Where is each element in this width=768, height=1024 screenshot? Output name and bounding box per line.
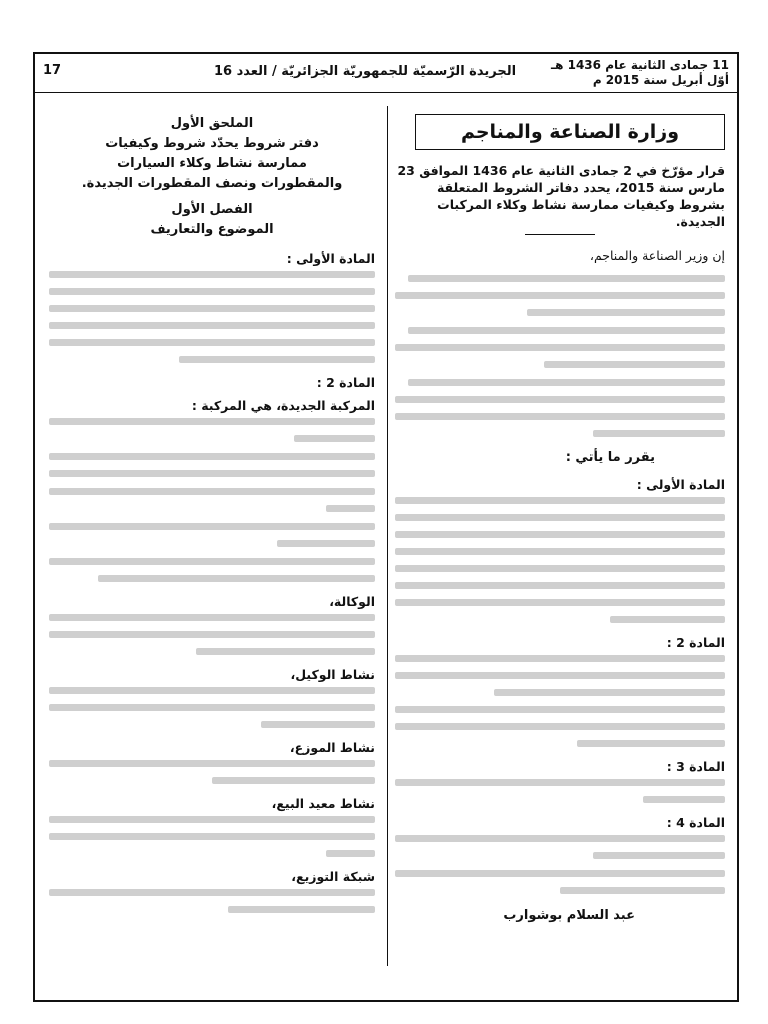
text-line	[98, 575, 375, 582]
text-line	[577, 740, 726, 747]
text-line	[643, 796, 726, 803]
text-line	[395, 548, 725, 555]
text-line	[395, 413, 725, 420]
text-line	[49, 339, 375, 346]
text-line	[49, 631, 375, 638]
header-date-hijri: 11 جمادى الثانية عام 1436 هـ	[551, 58, 729, 72]
text-line	[49, 687, 375, 694]
text-line	[395, 779, 725, 786]
definition-block	[49, 593, 375, 655]
closing-block	[395, 870, 725, 894]
text-line	[593, 852, 725, 859]
minister-intro: إن وزير الصناعة والمناجم،	[589, 248, 725, 263]
text-line	[49, 488, 375, 495]
text-line	[395, 672, 725, 679]
definition-text	[49, 488, 375, 512]
column-divider	[387, 106, 388, 966]
definition-term: نشاط الوكيل،	[290, 667, 375, 682]
page-number: 17	[43, 63, 62, 78]
article-heading: المادة الأولى :	[286, 251, 375, 266]
text-line	[49, 704, 375, 711]
text-line	[49, 523, 375, 530]
text-line	[408, 275, 725, 282]
text-line	[408, 379, 725, 386]
text-line	[49, 288, 375, 295]
text-line	[544, 361, 726, 368]
official-gazette-page	[33, 52, 739, 1002]
text-line	[395, 531, 725, 538]
text-line	[395, 344, 725, 351]
text-line	[277, 540, 375, 547]
citation-block	[395, 275, 725, 316]
definition-block	[49, 739, 375, 784]
text-line	[494, 689, 725, 696]
text-line	[179, 356, 375, 363]
header-title: الجريدة الرّسميّة للجمهوريّة الجزائريّة / العدد 16	[213, 64, 517, 79]
page-header	[35, 54, 737, 93]
text-line	[212, 777, 375, 784]
text-line	[593, 430, 725, 437]
text-line	[326, 850, 375, 857]
text-line	[261, 721, 375, 728]
annex-subtitle-line: والمقطورات ونصف المقطورات الجديدة.	[81, 176, 343, 191]
text-line	[527, 309, 725, 316]
text-line	[49, 453, 375, 460]
annex-subtitle-line: دفتر شروط يحدّد شروط وكيفيات	[105, 136, 319, 151]
chapter-subject: الموضوع والتعاريف	[150, 222, 274, 237]
text-line	[49, 614, 375, 621]
text-line	[49, 833, 375, 840]
text-line	[395, 292, 725, 299]
text-line	[395, 723, 725, 730]
definition-term: شبكة التوزيع،	[291, 869, 375, 884]
article-block	[395, 814, 725, 859]
annex-title: الملحق الأول	[170, 116, 254, 131]
article-heading: المادة 2 :	[666, 635, 725, 650]
text-line	[49, 322, 375, 329]
definition-block	[49, 666, 375, 728]
text-line	[395, 396, 725, 403]
left-column	[49, 102, 375, 924]
citation-block	[395, 379, 725, 437]
article-heading: المادة 2 :	[316, 375, 375, 390]
definition-term: نشاط معيد البيع،	[271, 796, 375, 811]
text-line	[395, 514, 725, 521]
text-line	[395, 497, 725, 504]
definition-text	[49, 453, 375, 477]
right-column	[395, 102, 725, 923]
text-line	[560, 887, 725, 894]
text-line	[408, 327, 725, 334]
definition-block	[49, 868, 375, 913]
article-block	[49, 250, 375, 363]
ministry-heading: وزارة الصناعة والمناجم	[415, 114, 725, 150]
text-line	[395, 582, 725, 589]
decision-title: قرار مؤرّخ في 2 جمادى الثانية عام 1436 الموافق 23 مارس سنة 2015، يحدد دفاتر الشروط المتعلقة بشروط وكيفيات ممارسة نشاط وكلاء المركبات الجديدة.	[397, 163, 725, 229]
header-date	[551, 58, 729, 88]
signature: عبد السلام بوشوارب	[503, 908, 635, 923]
text-line	[49, 470, 375, 477]
article-heading: المادة 4 :	[666, 815, 725, 830]
citation-block	[395, 327, 725, 368]
text-line	[395, 835, 725, 842]
text-line	[49, 889, 375, 896]
new-vehicle-heading: المركبة الجديدة، هي المركبة :	[191, 398, 375, 413]
annex-subtitle-line: ممارسة نشاط وكلاء السيارات	[117, 156, 307, 171]
text-line	[49, 558, 375, 565]
article-block	[395, 634, 725, 747]
text-line	[196, 648, 375, 655]
article-heading: المادة الأولى :	[636, 477, 725, 492]
header-date-gregorian: أوّل أبريل سنة 2015 م	[592, 73, 729, 87]
definition-term: نشاط الموزع،	[289, 740, 375, 755]
article-block	[395, 758, 725, 803]
text-line	[228, 906, 375, 913]
text-line	[49, 418, 375, 425]
title-rule	[525, 234, 595, 235]
text-line	[294, 435, 376, 442]
definition-text	[49, 558, 375, 582]
article-block	[395, 476, 725, 623]
text-line	[395, 565, 725, 572]
definition-text	[49, 418, 375, 442]
article-heading: المادة 3 :	[666, 759, 725, 774]
text-line	[395, 870, 725, 877]
text-line	[395, 655, 725, 662]
text-line	[49, 816, 375, 823]
definition-term: الوكالة،	[329, 594, 375, 609]
definition-block	[49, 795, 375, 857]
text-line	[49, 271, 375, 278]
minister-intro-block	[395, 247, 725, 264]
text-line	[49, 305, 375, 312]
text-line	[610, 616, 726, 623]
decides-heading: يقرر ما يأتي :	[565, 450, 655, 465]
text-line	[395, 599, 725, 606]
text-line	[49, 760, 375, 767]
text-line	[326, 505, 375, 512]
text-line	[395, 706, 725, 713]
chapter-title: الفصل الأول	[171, 202, 253, 217]
definition-text	[49, 523, 375, 547]
